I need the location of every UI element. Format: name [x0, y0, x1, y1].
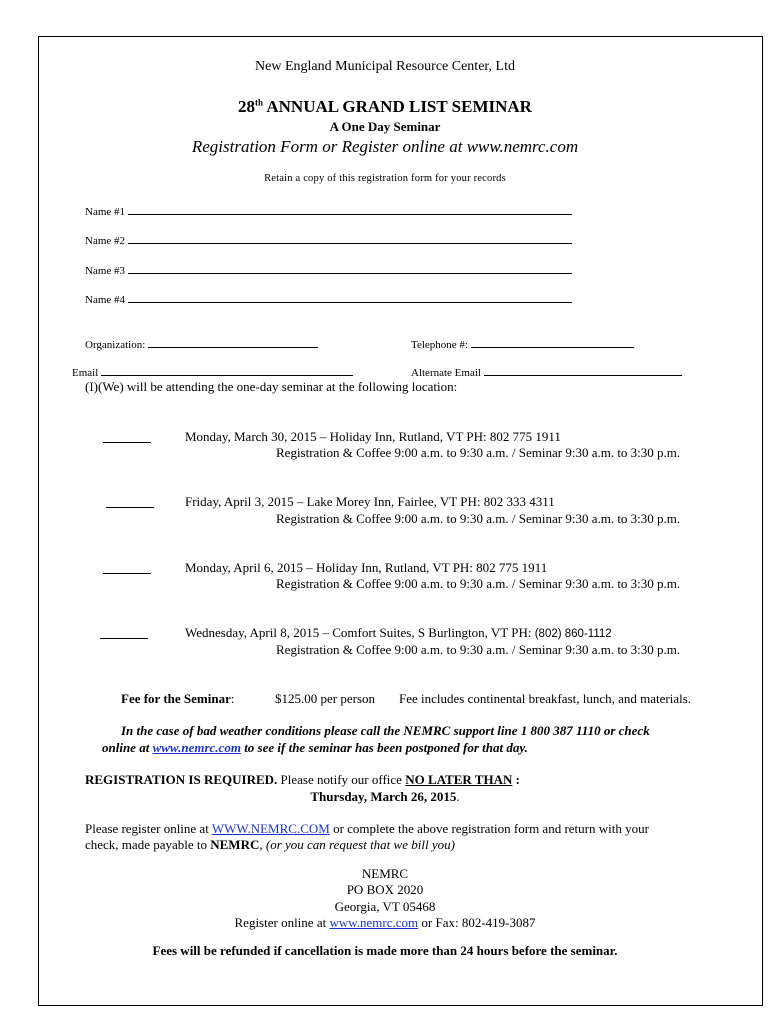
register-online-link[interactable]: www.nemrc.com	[329, 915, 419, 930]
location-2-checkline[interactable]	[106, 495, 154, 513]
seminar-subtitle: A One Day Seminar	[329, 119, 441, 134]
seminar-title: 28th ANNUAL GRAND LIST SEMINAR	[238, 97, 532, 116]
attending-text: (I)(We) will be attending the one-day seminar at the following location:	[85, 379, 458, 394]
address-name: NEMRC	[361, 866, 409, 881]
name-2-field[interactable]: Name #2	[85, 232, 572, 247]
email-field[interactable]: Email	[72, 364, 353, 379]
address-city: Georgia, VT 05468	[334, 899, 436, 914]
location-4-details: Wednesday, April 8, 2015 – Comfort Suites, S Burlington, VT PH: (802) 860-1112	[185, 625, 612, 640]
organization-field[interactable]: Organization:	[85, 336, 318, 351]
fee-label: Fee for the Seminar:	[121, 691, 235, 706]
location-3-checkline[interactable]	[103, 561, 151, 579]
nemrc-website-link[interactable]: WWW.NEMRC.COM	[211, 821, 330, 836]
location-1-checkline[interactable]	[103, 430, 151, 448]
alternate-email-field[interactable]: Alternate Email	[411, 364, 682, 379]
location-1-details: Monday, March 30, 2015 – Holiday Inn, Rutland, VT PH: 802 775 1911	[185, 429, 561, 444]
location-4-checkline[interactable]	[100, 626, 148, 644]
organization-name: New England Municipal Resource Center, Ltd	[255, 59, 515, 74]
weather-notice-line2: online at www.nemrc.com to see if the seminar has been postponed for that day.	[102, 740, 528, 755]
name-4-field[interactable]: Name #4	[85, 291, 572, 306]
location-3-times: Registration & Coffee 9:00 a.m. to 9:30 a.m. / Seminar 9:30 a.m. to 3:30 p.m.	[276, 576, 681, 591]
telephone-field[interactable]: Telephone #:	[411, 336, 634, 351]
location-3-details: Monday, April 6, 2015 – Holiday Inn, Rutland, VT PH: 802 775 1911	[185, 560, 548, 575]
register-online-line2: check, made payable to NEMRC, (or you can request that we bill you)	[85, 837, 455, 852]
registration-heading: Registration Form or Register online at www.nemrc.com	[191, 137, 579, 156]
name-3-field[interactable]: Name #3	[85, 262, 572, 277]
weather-notice-line1: In the case of bad weather conditions please call the NEMRC support line 1 800 387 1110 or check	[121, 723, 650, 738]
location-2-details: Friday, April 3, 2015 – Lake Morey Inn, Fairlee, VT PH: 802 333 4311	[185, 494, 555, 509]
register-online-fax: Register online at www.nemrc.com or Fax: 802-419-3087	[234, 915, 536, 930]
retain-note: Retain a copy of this registration form for your records	[264, 173, 506, 184]
weather-link[interactable]: www.nemrc.com	[152, 740, 241, 755]
name-1-field[interactable]: Name #1	[85, 203, 572, 218]
location-2-times: Registration & Coffee 9:00 a.m. to 9:30 a.m. / Seminar 9:30 a.m. to 3:30 p.m.	[276, 511, 681, 526]
register-online-line1: Please register online at WWW.NEMRC.COM or complete the above registration form and return with your	[85, 821, 649, 836]
location-4-times: Registration & Coffee 9:00 a.m. to 9:30 a.m. / Seminar 9:30 a.m. to 3:30 p.m.	[276, 642, 681, 657]
deadline-date: Thursday, March 26, 2015.	[310, 789, 460, 804]
fee-amount: $125.00 per person	[275, 691, 376, 706]
fee-includes: Fee includes continental breakfast, lunch, and materials.	[399, 691, 692, 706]
location-1-times: Registration & Coffee 9:00 a.m. to 9:30 a.m. / Seminar 9:30 a.m. to 3:30 p.m.	[276, 445, 681, 460]
refund-note: Fees will be refunded if cancellation is made more than 24 hours before the seminar.	[152, 943, 618, 958]
registration-required: REGISTRATION IS REQUIRED. Please notify our office NO LATER THAN :	[85, 772, 520, 787]
address-pobox: PO BOX 2020	[346, 882, 424, 897]
